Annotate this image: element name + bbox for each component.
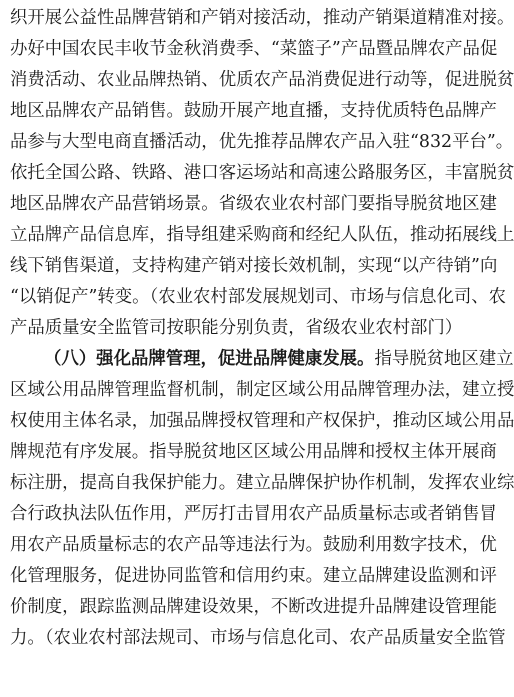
text-line: 依托全国公路、铁路、港口客运场站和高速公路服务区，丰富脱贫 xyxy=(10,163,514,183)
text-line: 地区品牌农产品销售。鼓励开展产地直播，支持优质特色品牌产 xyxy=(10,101,497,121)
text-line: 合行政执法队伍作用，严厉打击冒用农产品质量标志或者销售冒 xyxy=(10,504,497,524)
text-line: 用农产品质量标志的农产品等违法行为。鼓励利用数字技术，优 xyxy=(10,535,497,555)
text-line: 权使用主体名录，加强品牌授权管理和产权保护，推动区域公用品 xyxy=(10,411,514,431)
text-line: 化管理服务，促进协同监管和信用约束。建立品牌建设监测和评 xyxy=(10,566,497,586)
text-line: 立品牌产品信息库，指导组建采购商和经纪人队伍，推动拓展线上 xyxy=(10,225,514,245)
text-line: 产品质量安全监管司按职能分别负责，省级农业农村部门） xyxy=(10,318,463,338)
text-line: 办好中国农民丰收节金秋消费季、“菜篮子”产品暨品牌农产品促 xyxy=(10,39,498,59)
section-heading-rest: 指导脱贫地区建立 xyxy=(374,349,514,369)
text-line: 牌规范有序发展。指导脱贫地区区域公用品牌和授权主体开展商 xyxy=(10,442,497,462)
text-line: 织开展公益性品牌营销和产销对接活动，推动产销渠道精准对接。 xyxy=(10,8,514,28)
text-line: 线下销售渠道，支持构建产销对接长效机制，实现“以产待销”向 xyxy=(10,256,498,276)
text-line: 区域公用品牌管理监督机制，制定区域公用品牌管理办法，建立授 xyxy=(10,380,514,400)
section-first-line xyxy=(44,347,514,371)
text-line: 力。（农业农村部法规司、市场与信息化司、农产品质量安全监管 xyxy=(10,628,506,648)
text-line: 消费活动、农业品牌热销、优质农产品消费促进行动等，促进脱贫 xyxy=(10,70,514,90)
text-line: 标注册，提高自我保护能力。建立品牌保护协作机制，发挥农业综 xyxy=(10,473,514,493)
text-line: “以销促产”转变。（农业农村部发展规划司、市场与信息化司、农 xyxy=(10,287,507,307)
section-heading: （八）强化品牌管理，促进品牌健康发展。 xyxy=(44,349,375,369)
text-line: 品参与大型电商直播活动，优先推荐品牌农产品入驻“832平台”。 xyxy=(10,132,514,152)
text-line: 地区品牌农产品营销场景。省级农业农村部门要指导脱贫地区建 xyxy=(10,194,497,214)
text-line: 价制度，跟踪监测品牌建设效果，不断改进提升品牌建设管理能 xyxy=(10,597,497,617)
